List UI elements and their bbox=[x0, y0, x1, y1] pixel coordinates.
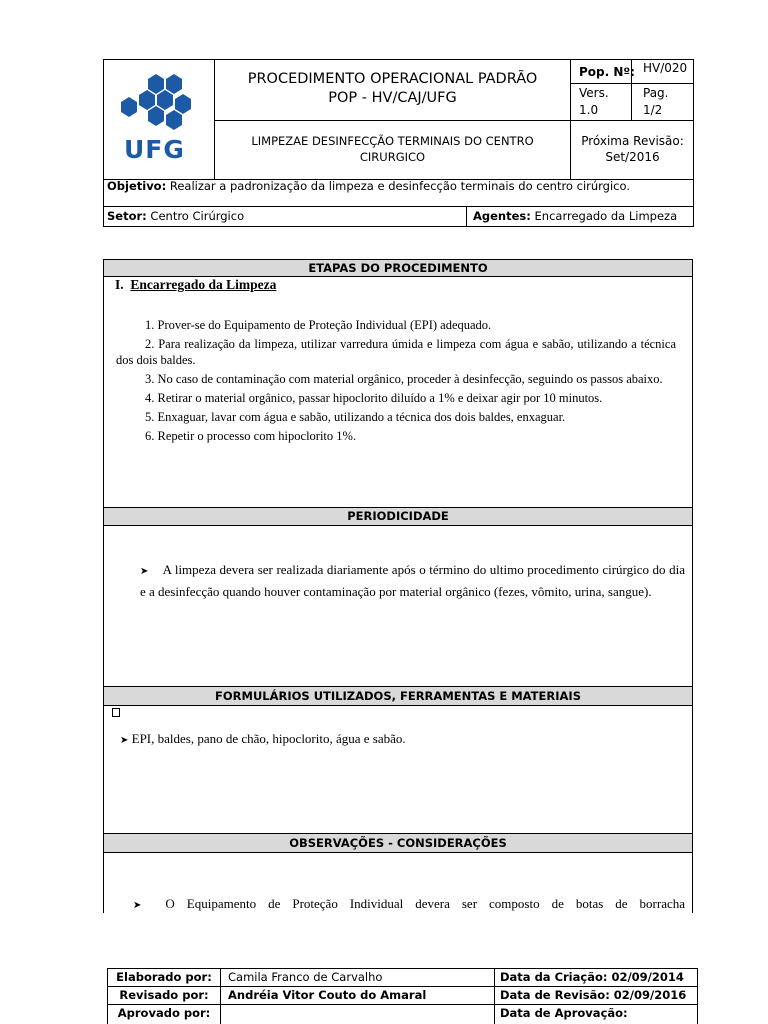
title-line-2: POP - HV/CAJ/UFG bbox=[328, 90, 457, 106]
agents-value: Encarregado da Limpeza bbox=[534, 209, 678, 223]
logo-text: UFG bbox=[124, 135, 185, 164]
pop-label: Pop. Nº: bbox=[579, 65, 635, 79]
step-item: 6. Repetir o processo com hipoclorito 1%. bbox=[145, 429, 357, 443]
next-review bbox=[571, 133, 694, 165]
steps-list bbox=[116, 317, 676, 444]
footer-date: Data de Revisão: 02/09/2016 bbox=[500, 988, 687, 1002]
periodicity-text: A limpeza devera ser realizada diariamente após o término do ultimo procedimento cirúrgico do dia e a desinfecção quando houver contaminação por material orgânico (fezes, vômito, urina, sangue). bbox=[140, 562, 685, 599]
sector-label: Setor: bbox=[107, 209, 147, 223]
objective-row bbox=[107, 179, 692, 194]
agents-row bbox=[473, 209, 677, 223]
divider bbox=[107, 986, 698, 987]
divider bbox=[103, 206, 694, 207]
step-item: 3. No caso de contaminação com material orgânico, proceder à desinfecção, seguindo os passos abaixo. bbox=[145, 372, 663, 386]
title-line-1: PROCEDIMENTO OPERACIONAL PADRÃO bbox=[247, 71, 538, 87]
sector-value: Centro Cirúrgico bbox=[150, 209, 245, 223]
agents-label: Agentes: bbox=[473, 209, 531, 223]
page-value: 1/2 bbox=[643, 103, 663, 117]
arrow-bullet-icon: ➤ bbox=[140, 566, 149, 577]
divider bbox=[466, 206, 467, 227]
observations-text: O Equipamento de Proteção Individual devera ser composto de botas de borracha bbox=[165, 896, 685, 911]
step-item: 2. Para realização da limpeza, utilizar varredura úmida e limpeza com água e sabão, utilizando a técnica dos dois baldes. bbox=[116, 337, 676, 367]
step-item: 5. Enxaguar, lavar com água e sabão, utilizando a técnica dos dois baldes, enxaguar. bbox=[145, 410, 566, 424]
footer-label: Revisado por: bbox=[119, 988, 209, 1002]
objective-text: Realizar a padronização da limpeza e desinfecção terminais do centro cirúrgico. bbox=[169, 179, 630, 193]
role-name: Encarregado da Limpeza bbox=[130, 277, 277, 292]
objective-label: Objetivo: bbox=[107, 179, 167, 193]
footer-label: Elaborado por: bbox=[116, 970, 212, 984]
pop-value: HV/020 bbox=[643, 61, 688, 75]
periodicity-heading: PERIODICIDADE bbox=[104, 507, 692, 526]
role-title bbox=[115, 277, 276, 293]
page-label: Pag. bbox=[643, 86, 669, 100]
observations-heading: OBSERVAÇÕES - CONSIDERAÇÕES bbox=[104, 833, 692, 853]
sector-row bbox=[107, 209, 244, 223]
version-value: 1.0 bbox=[579, 103, 599, 117]
arrow-bullet-icon: ➤ bbox=[133, 900, 142, 911]
step-item: 4. Retirar o material orgânico, passar hipoclorito diluído a 1% e deixar agir por 10 minutos. bbox=[145, 391, 603, 405]
divider bbox=[494, 968, 495, 1024]
document-title bbox=[215, 70, 570, 108]
footer-label: Aprovado por: bbox=[117, 1006, 211, 1020]
role-number: I. bbox=[115, 277, 124, 292]
arrow-bullet-icon: ➤ bbox=[120, 735, 129, 746]
divider bbox=[214, 120, 694, 121]
forms-text-block bbox=[120, 731, 406, 747]
divider bbox=[220, 968, 221, 1024]
ufg-logo bbox=[118, 73, 198, 168]
subtitle-line-1: LIMPEZAE DESINFECÇÃO TERMINAIS DO CENTRO bbox=[251, 134, 534, 148]
footer-date: Data de Aprovação: bbox=[500, 1006, 628, 1020]
subtitle-line-2: CIRURGICO bbox=[359, 150, 426, 164]
logo-hexagons-icon bbox=[118, 73, 198, 135]
periodicity-text-block bbox=[140, 560, 685, 601]
step-item: 1. Prover-se do Equipamento de Proteção Individual (EPI) adequado. bbox=[145, 318, 492, 332]
steps-heading: ETAPAS DO PROCEDIMENTO bbox=[104, 260, 692, 277]
version-label: Vers. bbox=[579, 86, 609, 100]
divider bbox=[107, 1004, 698, 1005]
next-review-value: Set/2016 bbox=[605, 150, 660, 164]
checkbox-icon bbox=[112, 708, 120, 717]
footer-name: Camila Franco de Carvalho bbox=[228, 970, 383, 984]
forms-heading: FORMULÁRIOS UTILIZADOS, FERRAMENTAS E MATERIAIS bbox=[104, 686, 692, 706]
footer-date: Data da Criação: 02/09/2014 bbox=[500, 970, 684, 984]
next-review-label: Próxima Revisão: bbox=[581, 134, 684, 148]
observations-text-block bbox=[133, 895, 685, 913]
forms-text: EPI, baldes, pano de chão, hipoclorito, água e sabão. bbox=[131, 731, 406, 746]
footer-name: Andréia Vitor Couto do Amaral bbox=[228, 988, 427, 1002]
divider bbox=[570, 83, 694, 84]
document-subtitle bbox=[215, 133, 570, 165]
